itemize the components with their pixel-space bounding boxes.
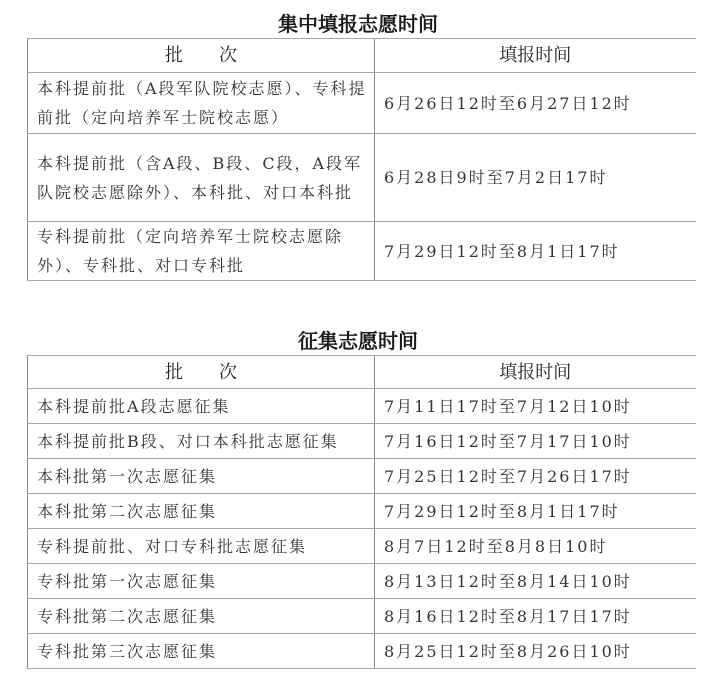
table-row (28, 389, 696, 424)
time-cell: 7月29日12时至8月1日17时 (375, 494, 696, 529)
header-batch: 批 次 (28, 356, 375, 389)
table-header-row (28, 356, 696, 389)
batch-cell: 专科提前批、对口专科批志愿征集 (28, 529, 375, 564)
table-header-row (28, 39, 696, 73)
header-batch: 批 次 (28, 39, 375, 73)
table-row (28, 222, 696, 281)
batch-cell: 专科批第三次志愿征集 (28, 634, 375, 669)
table-row (28, 634, 696, 669)
time-cell: 8月25日12时至8月26日10时 (375, 634, 696, 669)
time-cell: 8月16日12时至8月17日17时 (375, 599, 696, 634)
time-cell: 6月28日9时至7月2日17时 (375, 134, 696, 222)
batch-cell: 专科批第一次志愿征集 (28, 564, 375, 599)
table-row (28, 73, 696, 134)
table-row (28, 134, 696, 222)
batch-cell: 本科提前批（含A段、B段、C段，A段军队院校志愿除外）、本科批、对口本科批 (28, 134, 375, 222)
table-row (28, 564, 696, 599)
solicitation-table (27, 355, 696, 669)
table-row (28, 424, 696, 459)
header-time: 填报时间 (375, 39, 696, 73)
time-cell: 7月25日12时至7月26日17时 (375, 459, 696, 494)
batch-cell: 本科提前批（A段军队院校志愿）、专科提前批（定向培养军士院校志愿） (28, 73, 375, 134)
centralized-title: 集中填报志愿时间 (278, 12, 438, 36)
time-cell: 7月29日12时至8月1日17时 (375, 222, 696, 281)
time-cell: 6月26日12时至6月27日12时 (375, 73, 696, 134)
solicitation-title: 征集志愿时间 (298, 329, 418, 353)
header-time: 填报时间 (375, 356, 696, 389)
batch-cell: 本科提前批B段、对口本科批志愿征集 (28, 424, 375, 459)
batch-cell: 本科批第二次志愿征集 (28, 494, 375, 529)
batch-cell: 本科提前批A段志愿征集 (28, 389, 375, 424)
time-cell: 8月7日12时至8月8日10时 (375, 529, 696, 564)
batch-cell: 专科批第二次志愿征集 (28, 599, 375, 634)
time-cell: 7月11日17时至7月12日10时 (375, 389, 696, 424)
batch-cell: 本科批第一次志愿征集 (28, 459, 375, 494)
time-cell: 8月13日12时至8月14日10时 (375, 564, 696, 599)
table-row (28, 459, 696, 494)
time-cell: 7月16日12时至7月17日10时 (375, 424, 696, 459)
centralized-table (27, 38, 696, 281)
table-row (28, 529, 696, 564)
table-row (28, 494, 696, 529)
table-row (28, 599, 696, 634)
batch-cell: 专科提前批（定向培养军士院校志愿除外）、专科批、对口专科批 (28, 222, 375, 281)
